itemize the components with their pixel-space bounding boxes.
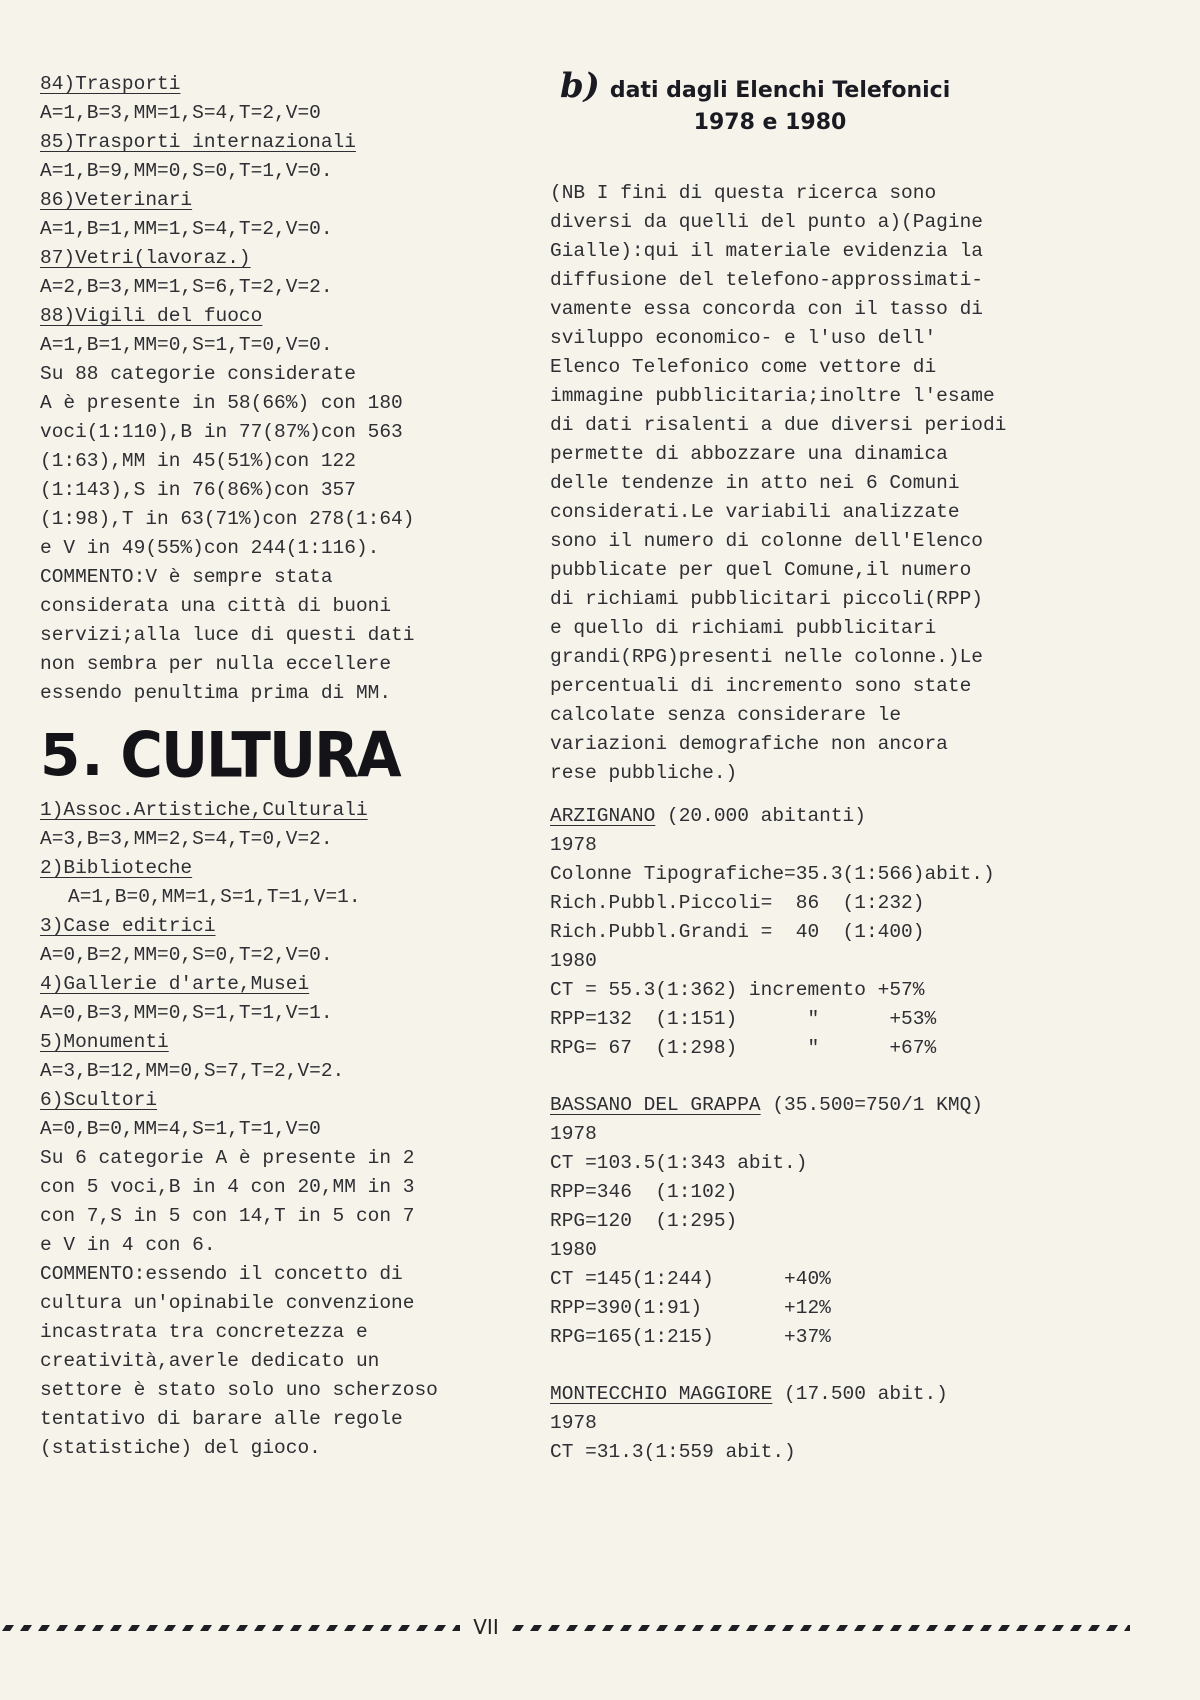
line-text: 5)Monumenti [40,1031,169,1053]
left-bottom-line [40,1231,480,1260]
left-top-line [40,302,480,331]
section-heading-cultura [40,720,480,790]
left-top-line [40,621,480,650]
town-data-line: RPG= 67 (1:298) " +67% [550,1037,937,1059]
line-text: 85)Trasporti internazionali [40,131,356,153]
town-data-line: CT = 55.3(1:362) incremento +57% [550,979,925,1001]
town-data-line: RPG=165(1:215) +37% [550,1326,831,1348]
town-data-line: 1980 [550,1239,597,1261]
line-text: grandi(RPG)presenti nelle colonne.)Le [550,646,983,668]
right-intro-line [550,730,1170,759]
right-intro-line [550,266,1170,295]
line-text: 1)Assoc.Artistiche,Culturali [40,799,368,821]
left-bottom-line [40,1086,480,1115]
line-text: A=0,B=2,MM=0,S=0,T=2,V=0. [40,944,333,966]
section-number: 5. [40,721,105,789]
left-top-line [40,592,480,621]
line-text: 6)Scultori [40,1089,158,1111]
left-bottom-line [40,1289,480,1318]
right-intro-line [550,498,1170,527]
left-top-line [40,186,480,215]
line-text: servizi;alla luce di questi dati [40,624,415,646]
right-heading [550,66,1170,139]
line-text: (1:98),T in 63(71%)con 278(1:64) [40,508,415,530]
line-text: A=3,B=3,MM=2,S=4,T=0,V=2. [40,828,333,850]
town-data-line: RPG=120 (1:295) [550,1210,738,1232]
left-top-text [40,70,480,708]
line-text: vamente essa concorda con il tasso di [550,298,983,320]
left-top-line [40,476,480,505]
town-info: (20.000 abitanti) [655,805,866,827]
left-top-line [40,389,480,418]
line-text: variazioni demografiche non ancora [550,733,948,755]
line-text: non sembra per nulla eccellere [40,653,392,675]
left-top-line [40,650,480,679]
left-top-line [40,157,480,186]
left-bottom-text [40,796,480,1463]
line-text: (1:63),MM in 45(51%)con 122 [40,450,356,472]
line-text: voci(1:110),B in 77(87%)con 563 [40,421,403,443]
town-name: BASSANO DEL GRAPPA [550,1094,761,1116]
left-bottom-line [40,999,480,1028]
line-text: rese pubbliche.) [550,762,738,784]
right-intro-line [550,469,1170,498]
line-text: (1:143),S in 76(86%)con 357 [40,479,356,501]
town-data-line: Colonne Tipografiche=35.3(1:566)abit.) [550,863,995,885]
line-text: A=1,B=3,MM=1,S=4,T=2,V=0 [40,102,321,124]
town-data-line: Rich.Pubbl.Grandi = 40 (1:400) [550,921,925,943]
line-text: (statistiche) del gioco. [40,1437,321,1459]
town-data-line: CT =145(1:244) +40% [550,1268,831,1290]
line-text: essendo penultima prima di MM. [40,682,392,704]
heading-letter: b) [560,66,600,106]
line-text: settore è stato solo uno scherzoso [40,1379,438,1401]
left-top-line [40,679,480,708]
right-intro-line [550,614,1170,643]
line-text: pubblicate per quel Comune,il numero [550,559,972,581]
town-name: ARZIGNANO [550,805,656,827]
left-bottom-line [40,1376,480,1405]
left-top-line [40,331,480,360]
left-bottom-line [40,1347,480,1376]
left-top-line [40,447,480,476]
footer-rule-right [510,1625,1130,1631]
line-text: A=1,B=1,MM=1,S=4,T=2,V=0. [40,218,333,240]
left-top-line [40,128,480,157]
line-text: percentuali di incremento sono state [550,675,972,697]
town-data-line: 1978 [550,1123,597,1145]
line-text: sviluppo economico- e l'uso dell' [550,327,937,349]
right-intro-line [550,382,1170,411]
town-data-line: RPP=390(1:91) +12% [550,1297,831,1319]
left-bottom-line [40,1144,480,1173]
left-bottom-line [40,854,480,883]
line-text: A=1,B=0,MM=1,S=1,T=1,V=1. [68,886,361,908]
right-intro-line [550,208,1170,237]
left-bottom-line [40,1028,480,1057]
left-bottom-line [40,970,480,999]
town-header [550,802,1170,831]
left-top-line [40,563,480,592]
section-title: CULTURA [120,718,400,792]
line-text: 86)Veterinari [40,189,193,211]
left-top-line [40,505,480,534]
line-text: creatività,averle dedicato un [40,1350,380,1372]
town-info: (17.500 abit.) [772,1383,948,1405]
line-text: 88)Vigili del fuoco [40,305,263,327]
left-bottom-line [40,1260,480,1289]
left-top-line [40,273,480,302]
line-text: A=1,B=9,MM=0,S=0,T=1,V=0. [40,160,333,182]
town-data-line: CT =31.3(1:559 abit.) [550,1441,796,1463]
line-text: delle tendenze in atto nei 6 Comuni [550,472,960,494]
line-text: 87)Vetri(lavoraz.) [40,247,251,269]
town-block [550,802,1170,1063]
heading-text-1: dati dagli Elenchi Telefonici [609,78,951,103]
right-intro-line [550,295,1170,324]
right-column [550,66,1170,1467]
line-text: A=2,B=3,MM=1,S=6,T=2,V=2. [40,276,333,298]
left-bottom-line [40,1173,480,1202]
left-top-line [40,215,480,244]
right-intro-line [550,585,1170,614]
town-data-line: 1978 [550,834,597,856]
left-bottom-line [40,912,480,941]
left-top-line [40,244,480,273]
line-text: Su 88 categorie considerate [40,363,356,385]
right-intro-line [550,759,1170,788]
line-text: di dati risalenti a due diversi periodi [550,414,1007,436]
right-intro-line [550,179,1170,208]
right-intro-line [550,672,1170,701]
line-text: cultura un'opinabile convenzione [40,1292,415,1314]
line-text: permette di abbozzare una dinamica [550,443,948,465]
right-intro-line [550,440,1170,469]
line-text: e V in 4 con 6. [40,1234,216,1256]
line-text: diversi da quelli del punto a)(Pagine [550,211,983,233]
line-text: immagine pubblicitaria;inoltre l'esame [550,385,995,407]
town-header [550,1091,1170,1120]
town-data-line: 1978 [550,1412,597,1434]
page-number: VII [473,1615,499,1639]
left-bottom-line [40,1202,480,1231]
line-text: A è presente in 58(66%) con 180 [40,392,403,414]
line-text: tentativo di barare alle regole [40,1408,403,1430]
right-intro-line [550,527,1170,556]
line-text: considerata una città di buoni [40,595,392,617]
line-text: A=3,B=12,MM=0,S=7,T=2,V=2. [40,1060,345,1082]
left-bottom-line [40,1115,480,1144]
footer-rule-left [0,1625,460,1631]
right-intro-line [550,643,1170,672]
town-name: MONTECCHIO MAGGIORE [550,1383,773,1405]
line-text: 84)Trasporti [40,73,181,95]
town-data-line: RPP=346 (1:102) [550,1181,738,1203]
line-text: calcolate senza considerare le [550,704,902,726]
line-text: COMMENTO:V è sempre stata [40,566,333,588]
town-info: (35.500=750/1 KMQ) [760,1094,983,1116]
right-intro-line [550,701,1170,730]
right-intro-line [550,353,1170,382]
line-text: (NB I fini di questa ricerca sono [550,182,937,204]
town-header [550,1380,1170,1409]
line-text: 3)Case editrici [40,915,216,937]
right-intro-line [550,237,1170,266]
line-text: incastrata tra concretezza e [40,1321,368,1343]
left-bottom-line [40,1318,480,1347]
town-data-line: Rich.Pubbl.Piccoli= 86 (1:232) [550,892,925,914]
line-text: e quello di richiami pubblicitari [550,617,937,639]
left-bottom-line [40,1057,480,1086]
line-text: A=0,B=0,MM=4,S=1,T=1,V=0 [40,1118,321,1140]
left-top-line [40,534,480,563]
line-text: A=0,B=3,MM=0,S=1,T=1,V=1. [40,1002,333,1024]
town-data-line: CT =103.5(1:343 abit.) [550,1152,808,1174]
line-text: Gialle):qui il materiale evidenzia la [550,240,983,262]
line-text: Elenco Telefonico come vettore di [550,356,937,378]
intro-paragraph [550,179,1170,788]
heading-line-1 [560,66,1170,107]
line-text: considerati.Le variabili analizzate [550,501,960,523]
left-top-line [40,360,480,389]
left-bottom-line [40,1434,480,1463]
line-text: sono il numero di colonne dell'Elenco [550,530,983,552]
line-text: diffusione del telefono-approssimati- [550,269,983,291]
line-text: con 5 voci,B in 4 con 20,MM in 3 [40,1176,415,1198]
left-column [40,70,480,1463]
left-bottom-line [40,825,480,854]
left-bottom-line [40,941,480,970]
right-intro-line [550,324,1170,353]
line-text: A=1,B=1,MM=0,S=1,T=0,V=0. [40,334,333,356]
line-text: con 7,S in 5 con 14,T in 5 con 7 [40,1205,415,1227]
town-block [550,1091,1170,1352]
left-top-line [40,418,480,447]
left-bottom-line [40,883,480,912]
line-text: di richiami pubblicitari piccoli(RPP) [550,588,983,610]
line-text: e V in 49(55%)con 244(1:116). [40,537,380,559]
town-data-line: 1980 [550,950,597,972]
town-data [550,802,1170,1467]
line-text: Su 6 categorie A è presente in 2 [40,1147,415,1169]
heading-text-2: 1978 e 1980 [693,110,847,135]
left-top-line [40,70,480,99]
right-intro-line [550,411,1170,440]
left-bottom-line [40,796,480,825]
town-block [550,1380,1170,1467]
right-intro-line [550,556,1170,585]
left-top-line [40,99,480,128]
line-text: 4)Gallerie d'arte,Musei [40,973,310,995]
line-text: COMMENTO:essendo il concetto di [40,1263,403,1285]
left-bottom-line [40,1405,480,1434]
town-data-line: RPP=132 (1:151) " +53% [550,1008,937,1030]
page-footer [0,1612,1200,1642]
line-text: 2)Biblioteche [40,857,193,879]
